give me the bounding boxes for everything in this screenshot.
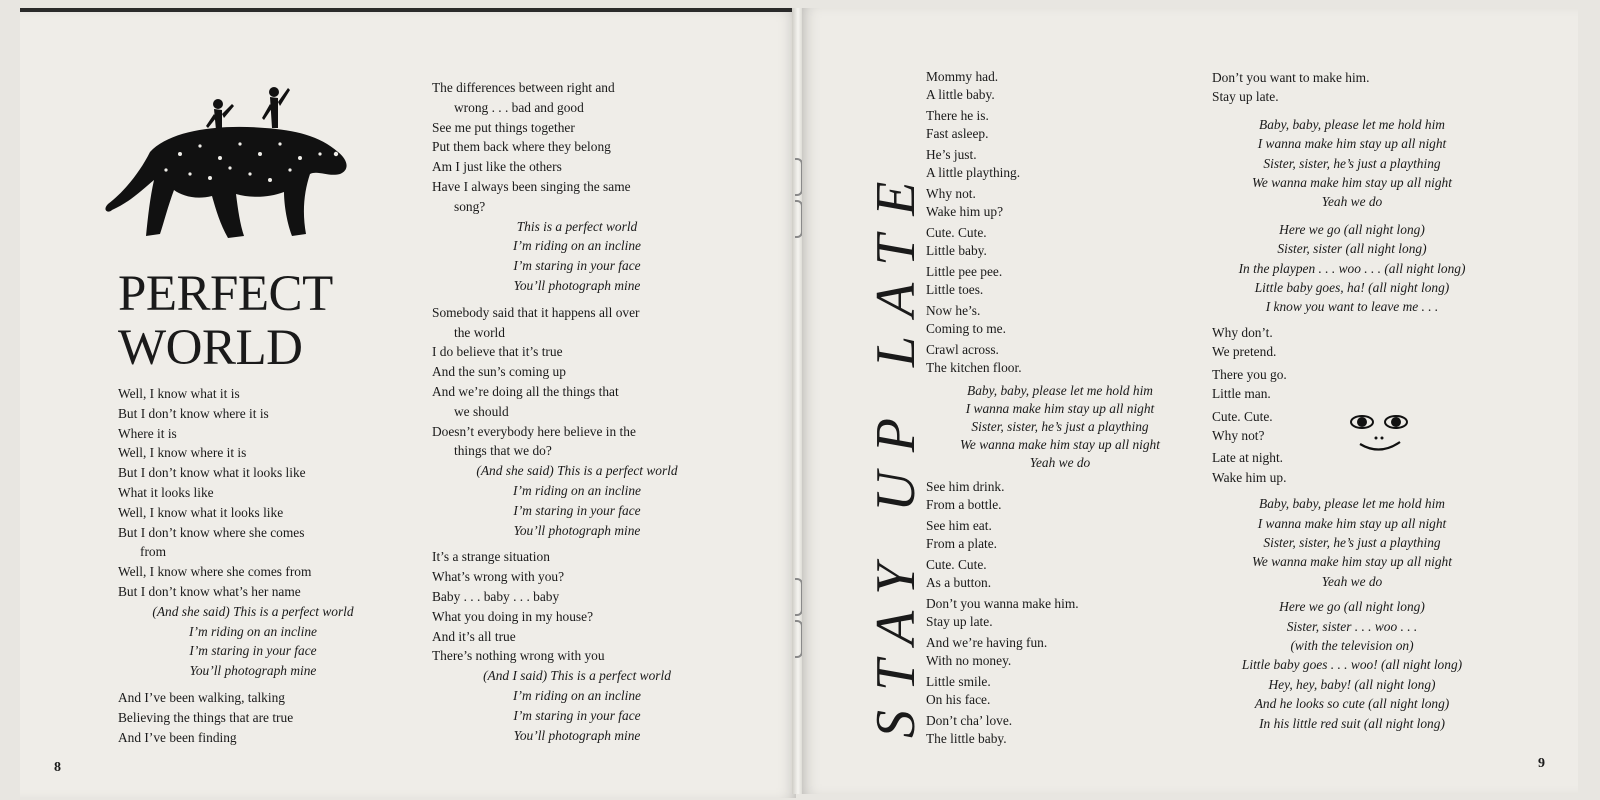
lyric-line: You’ll photograph mine [513,277,641,293]
lyric-line: See him drink. [926,479,1005,494]
lyric-line: Little baby goes . . . woo! (all night long) [1241,657,1463,673]
lyric-line: A little plaything. [926,165,1021,180]
lyrics-column-4 [1212,68,1492,739]
lyric-line: Coming to me. [926,321,1006,336]
lyric-line: Somebody said that it happens all over [432,304,640,320]
lyric-line: But I don’t know where it is [118,405,269,421]
lyric-line: Cute. Cute. [926,225,987,240]
lyric-line: Believing the things that are true [118,709,294,725]
lyric-line: Yeah we do [1321,573,1383,589]
lyric-line: You’ll photograph mine [189,663,317,679]
lyric-line: From a bottle. [926,497,1002,512]
lyric-line: Little pee pee. [926,264,1003,279]
lyric-line: Yeah we do [1321,194,1383,210]
lyric-line: He’s just. [926,147,977,162]
lyric-line: things that we do? [454,443,552,459]
lyric-line: A little baby. [926,87,995,102]
lyric-line: I’m riding on an incline [513,482,641,498]
lyric-line: It’s a strange situation [432,549,550,565]
lyric-line: Crawl across. [926,342,999,357]
stanza-gap [432,540,722,547]
lyric-line: Stay up late. [926,614,993,629]
lyric-line: What it looks like [118,484,214,500]
lyric-line: (And I said) This is a perfect world [483,668,671,684]
lyric-line: I’m staring in your face [513,258,641,274]
lyric-line: There you go. [1212,366,1287,382]
lyric-line: And I’ve been finding [118,729,237,745]
lyric-line: We wanna make him stay up all night [1252,554,1452,570]
chorus-block [920,382,1200,472]
lyric-line: The kitchen floor. [926,360,1022,375]
lyric-line: Sister, sister . . . woo . . . [1286,618,1418,634]
lyric-line: Sister, sister, he’s just a plaything [1263,155,1441,171]
lyric-line: You’ll photograph mine [513,522,641,538]
lyric-line: I wanna make him stay up all night [1257,515,1447,531]
lyric-line: The differences between right and [432,80,615,95]
lyric-line: Wake him up. [1212,469,1287,485]
page-number-left: 8 [54,760,61,775]
lyric-line: In his little red suit (all night long) [1259,715,1445,731]
lyric-line: Doesn’t everybody here believe in the [432,423,636,439]
lyric-line: song? [454,198,486,214]
lyric-line: The little baby. [926,731,1007,746]
lyric-line: Well, I know where she comes from [118,564,312,580]
lyric-line: Little smile. [926,674,991,689]
lyric-line: Don’t cha’ love. [926,713,1013,728]
stanza-gap [118,681,388,688]
lyric-line: But I don’t know where she comes [118,524,305,540]
lyric-line: I’m riding on an incline [513,687,641,703]
lyric-line: Little man. [1212,386,1271,402]
lyric-line: See me put things together [432,119,575,135]
lyric-line: Why not? [1212,427,1265,443]
lyric-line: Yeah we do [1029,455,1091,470]
lyric-line: Why not. [926,186,976,201]
lyric-line: On his face. [926,692,991,707]
lyric-line: Baby, baby, please let me hold him [1259,116,1445,132]
chorus-block [1212,115,1492,212]
lyric-line: I wanna make him stay up all night [1257,136,1447,152]
lyric-line: We wanna make him stay up all night [1252,175,1452,191]
lyric-line: Well, I know where it is [118,445,247,461]
lyric-line: Here we go (all night long) [1279,599,1425,615]
lyric-line: Baby . . . baby . . . baby [432,588,560,604]
lyric-line: What you doing in my house? [432,608,594,624]
lyric-line: I do believe that it’s true [432,344,563,360]
lyrics-column-2 [432,78,722,745]
lyric-line: I wanna make him stay up all night [965,401,1155,416]
lyric-line: Cute. Cute. [926,557,987,572]
lyric-line: Sister, sister, he’s just a plaything [971,419,1149,434]
lyric-line: From a plate. [926,536,998,551]
lyric-line: This is a perfect world [516,218,638,234]
lyric-line: I’m riding on an incline [513,238,641,254]
lyric-line: (And she said) This is a perfect world [152,603,354,619]
lyric-line: With no money. [926,653,1012,668]
lyric-line: We wanna make him stay up all night [960,437,1160,452]
lyric-line: And I’ve been walking, talking [118,689,285,705]
lyric-line: we should [454,403,509,419]
lyric-line: Hey, hey, baby! (all night long) [1268,676,1436,692]
lyric-line: But I don’t know what it looks like [118,465,306,481]
lyric-line: We pretend. [1212,344,1277,360]
stanza-gap [926,748,1196,751]
lyric-line: Little baby. [926,243,987,258]
lyric-line: You’ll photograph mine [513,727,641,743]
lyric-line: There he is. [926,108,989,123]
lyric-line: from [140,544,167,560]
page-number-right: 9 [1538,756,1545,771]
lyric-line: the world [454,324,505,340]
chorus-block [1212,597,1492,733]
song-title-perfect-world: PERFECT WORLD [118,266,333,376]
lyric-line: Little toes. [926,282,984,297]
lyric-line: I’m staring in your face [513,707,641,723]
lyric-line: (with the television on) [1290,637,1414,653]
lyric-line: In the playpen . . . woo . . . (all night long) [1238,260,1466,276]
lyric-line: I’m staring in your face [513,502,641,518]
lyric-line: Here we go (all night long) [1279,221,1425,237]
lyrics-column-3 [926,68,1196,751]
lyric-line: Why don’t. [1212,324,1273,340]
lyric-line: Stay up late. [1212,89,1279,105]
chorus-block [1212,494,1492,591]
smiley-face-drawing [1340,408,1420,458]
lyric-line: I’m staring in your face [189,643,317,659]
lyric-line: Baby, baby, please let me hold him [1259,496,1445,512]
lyric-line: And the sun’s coming up [432,364,566,380]
lyrics-column-1 [118,384,388,747]
lyric-line: Wake him up? [926,204,1004,219]
lyric-line: Well, I know what it is [118,386,240,401]
lyric-line: Don’t you want to make him. [1212,70,1370,85]
lyric-line: As a button. [926,575,992,590]
lyric-line: But I don’t know what’s her name [118,583,301,599]
lyric-line: Fast asleep. [926,126,989,141]
lyric-line: And we’re doing all the things that [432,383,619,399]
lyric-line: And we’re having fun. [926,635,1048,650]
stanza-gap [432,296,722,303]
animal-illustration [90,74,360,244]
lyric-line: (And she said) This is a perfect world [476,463,678,479]
lyric-line: Mommy had. [926,69,999,84]
lyric-line: Sister, sister (all night long) [1277,241,1427,257]
lyric-line: I’m riding on an incline [189,623,317,639]
lyric-line: Have I always been singing the same [432,178,631,194]
lyric-line: Put them back where they belong [432,139,611,155]
lyric-line: I know you want to leave me . . . [1265,299,1439,315]
lyric-line: What’s wrong with you? [432,569,565,585]
lyric-line: And it’s all true [432,628,516,644]
lyric-line: Where it is [118,425,177,441]
lyric-line: wrong . . . bad and good [454,99,584,115]
lyric-line: Am I just like the others [432,159,562,175]
lyric-line: There’s nothing wrong with you [432,648,605,664]
stanza-gap [1212,487,1492,490]
song-title-stay-up-late: STAY UP LATE [865,162,927,738]
lyric-line: See him eat. [926,518,992,533]
lyric-line: Little baby goes, ha! (all night long) [1254,280,1450,296]
left-page [20,8,796,798]
chorus-block [1212,220,1492,317]
lyric-line: Cute. Cute. [1212,408,1273,424]
lyric-line: Well, I know what it looks like [118,504,284,520]
lyric-line: Baby, baby, please let me hold him [967,383,1153,398]
lyric-line: Don’t you wanna make him. [926,596,1079,611]
stanza-gap [926,377,1196,380]
lyric-line: Now he’s. [926,303,981,318]
lyric-line: Late at night. [1212,450,1284,466]
lyric-line: Sister, sister, he’s just a plaything [1263,534,1441,550]
lyric-line: And he looks so cute (all night long) [1254,696,1450,712]
